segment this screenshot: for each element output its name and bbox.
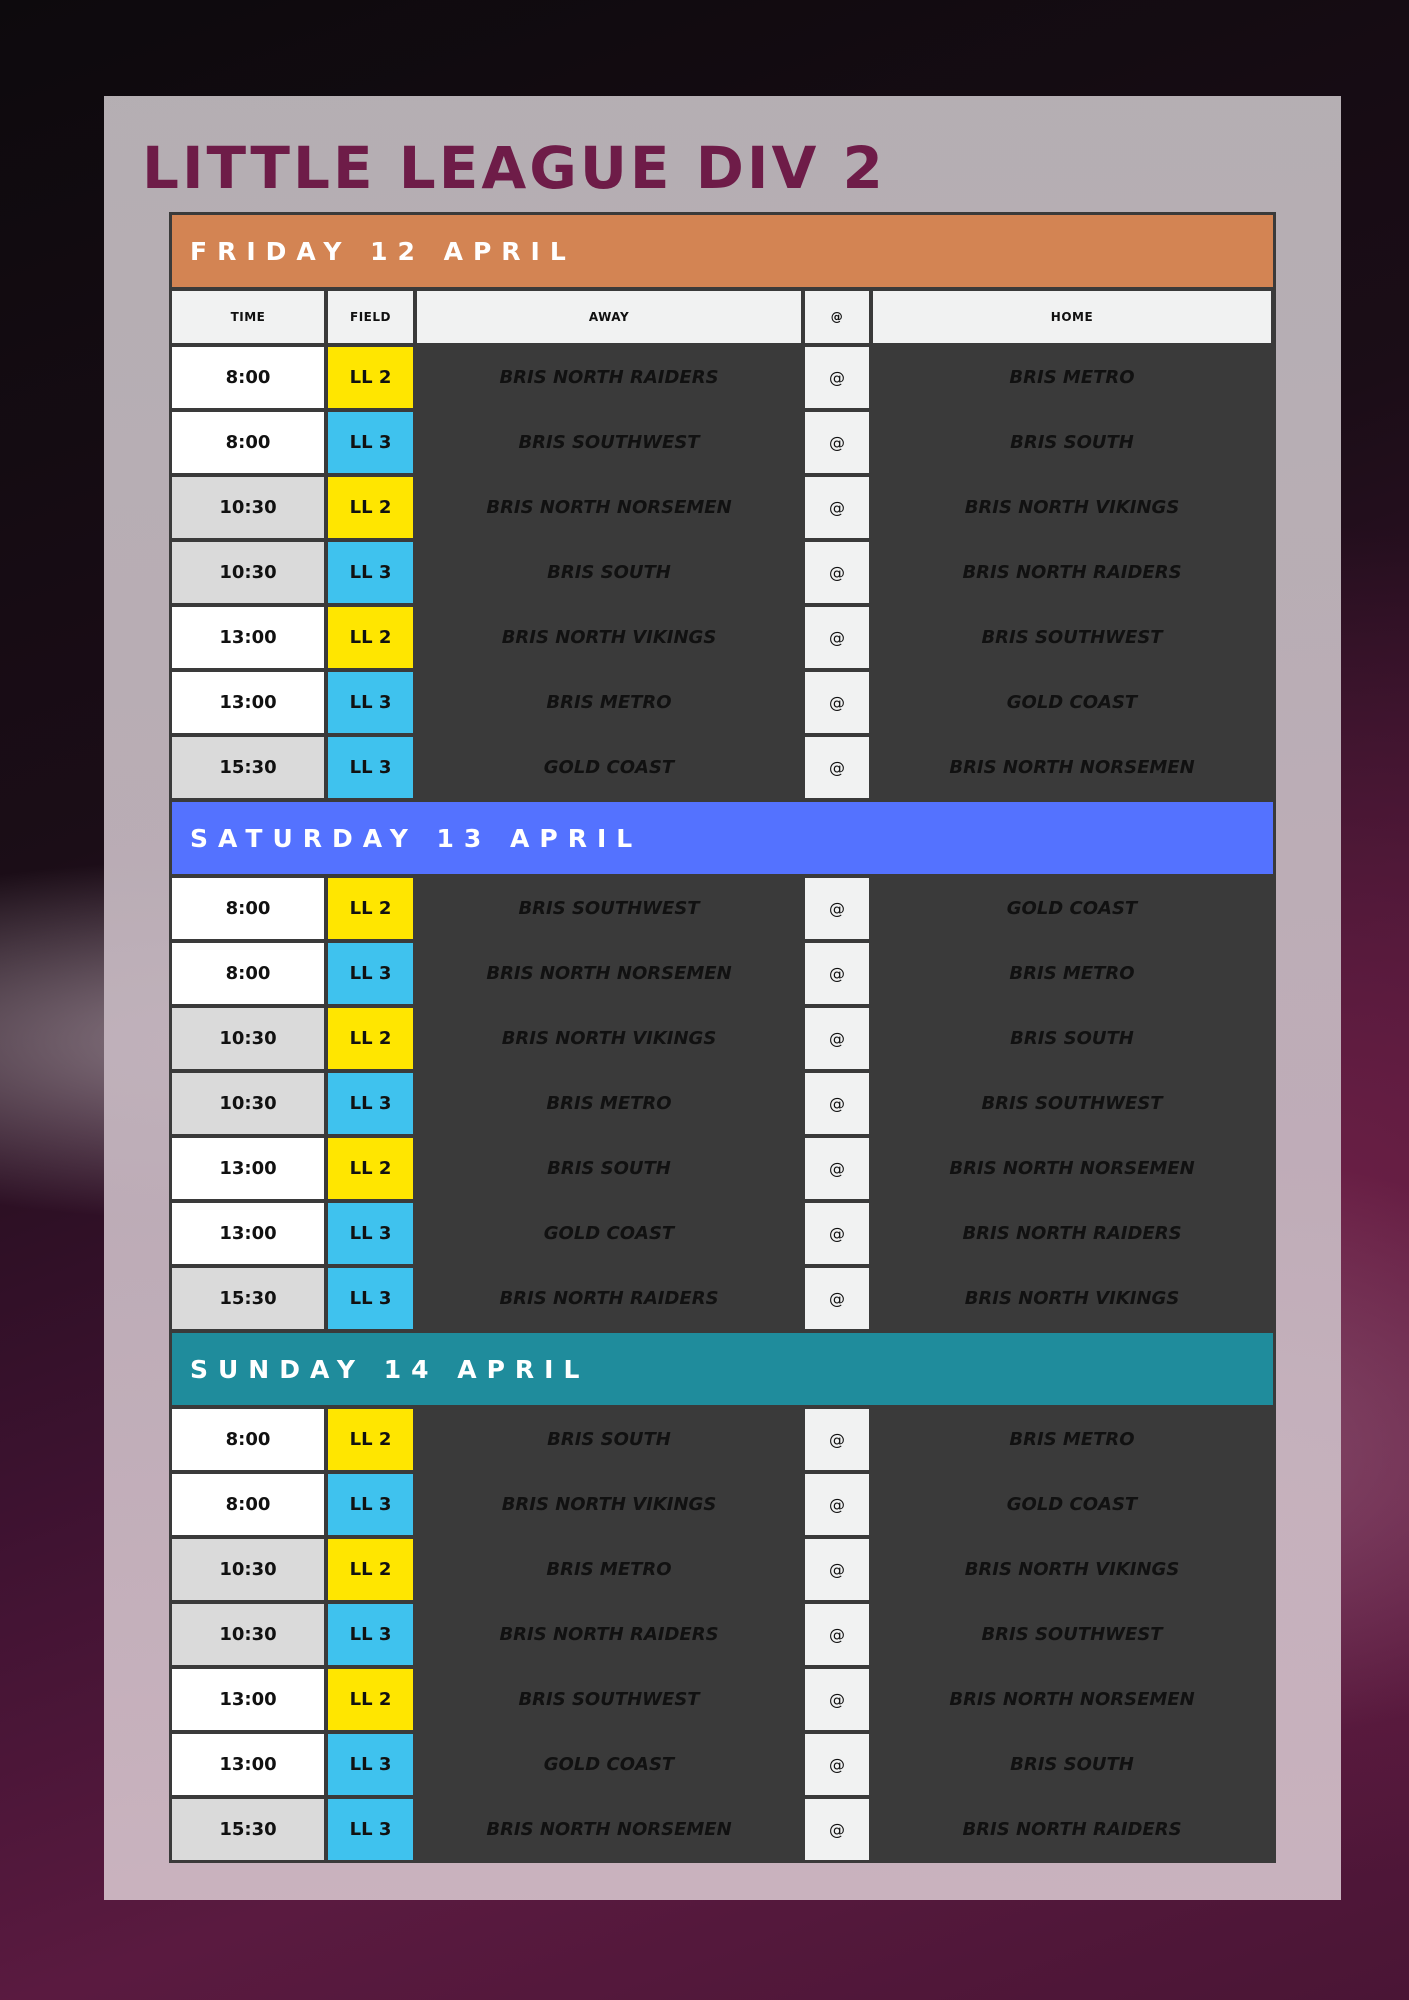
game-field: LL 2 xyxy=(328,1669,413,1730)
game-field: LL 3 xyxy=(328,737,413,798)
at-separator: @ xyxy=(805,672,869,733)
home-team: BRIS SOUTH xyxy=(1010,1028,1134,1049)
game-row xyxy=(172,347,1273,408)
away-team: BRIS METRO xyxy=(546,1559,672,1580)
game-time: 10:30 xyxy=(172,1073,324,1134)
column-header-at: @ xyxy=(805,291,869,343)
at-separator: @ xyxy=(805,1409,869,1470)
day-block xyxy=(172,215,1273,798)
game-row xyxy=(172,1268,1273,1329)
game-time: 8:00 xyxy=(172,878,324,939)
away-team: BRIS SOUTH xyxy=(547,1158,671,1179)
game-time: 8:00 xyxy=(172,347,324,408)
at-separator: @ xyxy=(805,1073,869,1134)
game-field: LL 3 xyxy=(328,412,413,473)
game-field: LL 3 xyxy=(328,672,413,733)
day-header: SUNDAY 14 APRIL xyxy=(172,1333,1273,1405)
column-header-home: HOME xyxy=(873,291,1271,343)
home-team: BRIS NORTH RAIDERS xyxy=(962,1819,1182,1840)
game-time: 15:30 xyxy=(172,737,324,798)
game-time: 10:30 xyxy=(172,1539,324,1600)
home-team: BRIS NORTH NORSEMEN xyxy=(949,1158,1195,1179)
game-row xyxy=(172,1474,1273,1535)
game-field: LL 2 xyxy=(328,1539,413,1600)
at-separator: @ xyxy=(805,1799,869,1860)
at-separator: @ xyxy=(805,943,869,1004)
at-separator: @ xyxy=(805,1539,869,1600)
game-row xyxy=(172,878,1273,939)
game-row xyxy=(172,737,1273,798)
at-separator: @ xyxy=(805,477,869,538)
page-title: LITTLE LEAGUE DIV 2 xyxy=(142,134,886,202)
at-separator: @ xyxy=(805,1203,869,1264)
game-field: LL 3 xyxy=(328,943,413,1004)
game-row xyxy=(172,542,1273,603)
away-team: BRIS NORTH NORSEMEN xyxy=(486,497,732,518)
column-header-field: FIELD xyxy=(328,291,413,343)
at-separator: @ xyxy=(805,412,869,473)
away-team: BRIS SOUTH xyxy=(547,1429,671,1450)
home-team: BRIS METRO xyxy=(1009,963,1135,984)
game-time: 15:30 xyxy=(172,1268,324,1329)
away-team: BRIS NORTH VIKINGS xyxy=(501,1494,717,1515)
game-field: LL 2 xyxy=(328,607,413,668)
game-time: 13:00 xyxy=(172,1734,324,1795)
home-team: BRIS METRO xyxy=(1009,1429,1135,1450)
game-time: 15:30 xyxy=(172,1799,324,1860)
away-team: BRIS NORTH NORSEMEN xyxy=(486,1819,732,1840)
away-team: BRIS SOUTH xyxy=(547,562,671,583)
home-team: BRIS NORTH VIKINGS xyxy=(964,497,1180,518)
game-row xyxy=(172,1734,1273,1795)
home-team: BRIS NORTH VIKINGS xyxy=(964,1288,1180,1309)
home-team: GOLD COAST xyxy=(1006,692,1138,713)
at-separator: @ xyxy=(805,1734,869,1795)
game-field: LL 2 xyxy=(328,347,413,408)
at-separator: @ xyxy=(805,1268,869,1329)
game-field: LL 3 xyxy=(328,1268,413,1329)
at-separator: @ xyxy=(805,607,869,668)
game-row xyxy=(172,477,1273,538)
home-team: BRIS SOUTHWEST xyxy=(981,1093,1163,1114)
away-team: BRIS SOUTHWEST xyxy=(518,1689,700,1710)
away-team: BRIS NORTH NORSEMEN xyxy=(486,963,732,984)
game-time: 13:00 xyxy=(172,1203,324,1264)
home-team: GOLD COAST xyxy=(1006,898,1138,919)
game-time: 10:30 xyxy=(172,542,324,603)
away-team: GOLD COAST xyxy=(543,1754,675,1775)
game-field: LL 2 xyxy=(328,1409,413,1470)
home-team: BRIS SOUTH xyxy=(1010,432,1134,453)
game-time: 10:30 xyxy=(172,477,324,538)
game-row xyxy=(172,943,1273,1004)
game-field: LL 3 xyxy=(328,542,413,603)
game-time: 13:00 xyxy=(172,1669,324,1730)
away-team: BRIS NORTH RAIDERS xyxy=(499,1288,719,1309)
at-separator: @ xyxy=(805,1474,869,1535)
at-separator: @ xyxy=(805,737,869,798)
game-time: 8:00 xyxy=(172,412,324,473)
game-time: 13:00 xyxy=(172,672,324,733)
day-block xyxy=(172,1333,1273,1860)
at-separator: @ xyxy=(805,1604,869,1665)
column-header-away: AWAY xyxy=(417,291,801,343)
game-field: LL 2 xyxy=(328,1138,413,1199)
game-time: 8:00 xyxy=(172,1474,324,1535)
home-team: BRIS METRO xyxy=(1009,367,1135,388)
away-team: BRIS METRO xyxy=(546,692,672,713)
away-team: BRIS SOUTHWEST xyxy=(518,898,700,919)
game-time: 13:00 xyxy=(172,607,324,668)
game-field: LL 3 xyxy=(328,1073,413,1134)
away-team: BRIS NORTH RAIDERS xyxy=(499,1624,719,1645)
day-header: FRIDAY 12 APRIL xyxy=(172,215,1273,287)
game-field: LL 2 xyxy=(328,878,413,939)
game-row xyxy=(172,1604,1273,1665)
game-field: LL 2 xyxy=(328,1008,413,1069)
game-row xyxy=(172,1799,1273,1860)
away-team: BRIS NORTH RAIDERS xyxy=(499,367,719,388)
away-team: GOLD COAST xyxy=(543,757,675,778)
home-team: BRIS NORTH NORSEMEN xyxy=(949,757,1195,778)
game-time: 8:00 xyxy=(172,1409,324,1470)
schedule-table xyxy=(169,212,1276,1863)
home-team: BRIS SOUTHWEST xyxy=(981,627,1163,648)
away-team: BRIS NORTH VIKINGS xyxy=(501,627,717,648)
game-row xyxy=(172,1073,1273,1134)
away-team: BRIS NORTH VIKINGS xyxy=(501,1028,717,1049)
game-row xyxy=(172,1539,1273,1600)
home-team: BRIS NORTH VIKINGS xyxy=(964,1559,1180,1580)
away-team: GOLD COAST xyxy=(543,1223,675,1244)
game-field: LL 3 xyxy=(328,1604,413,1665)
at-separator: @ xyxy=(805,1669,869,1730)
game-row xyxy=(172,672,1273,733)
game-row xyxy=(172,412,1273,473)
game-field: LL 3 xyxy=(328,1203,413,1264)
day-header: SATURDAY 13 APRIL xyxy=(172,802,1273,874)
home-team: BRIS SOUTH xyxy=(1010,1754,1134,1775)
home-team: BRIS NORTH NORSEMEN xyxy=(949,1689,1195,1710)
game-field: LL 3 xyxy=(328,1734,413,1795)
at-separator: @ xyxy=(805,1138,869,1199)
game-time: 10:30 xyxy=(172,1604,324,1665)
game-row xyxy=(172,607,1273,668)
game-row xyxy=(172,1203,1273,1264)
home-team: BRIS NORTH RAIDERS xyxy=(962,1223,1182,1244)
home-team: GOLD COAST xyxy=(1006,1494,1138,1515)
game-row xyxy=(172,1409,1273,1470)
at-separator: @ xyxy=(805,1008,869,1069)
game-time: 13:00 xyxy=(172,1138,324,1199)
game-field: LL 3 xyxy=(328,1799,413,1860)
game-row xyxy=(172,1008,1273,1069)
column-header-time: TIME xyxy=(172,291,324,343)
away-team: BRIS METRO xyxy=(546,1093,672,1114)
away-team: BRIS SOUTHWEST xyxy=(518,432,700,453)
day-block xyxy=(172,802,1273,1329)
game-time: 8:00 xyxy=(172,943,324,1004)
game-time: 10:30 xyxy=(172,1008,324,1069)
at-separator: @ xyxy=(805,347,869,408)
game-row xyxy=(172,1669,1273,1730)
game-field: LL 3 xyxy=(328,1474,413,1535)
home-team: BRIS NORTH RAIDERS xyxy=(962,562,1182,583)
column-header-row xyxy=(172,291,1273,343)
at-separator: @ xyxy=(805,878,869,939)
game-row xyxy=(172,1138,1273,1199)
at-separator: @ xyxy=(805,542,869,603)
home-team: BRIS SOUTHWEST xyxy=(981,1624,1163,1645)
game-field: LL 2 xyxy=(328,477,413,538)
